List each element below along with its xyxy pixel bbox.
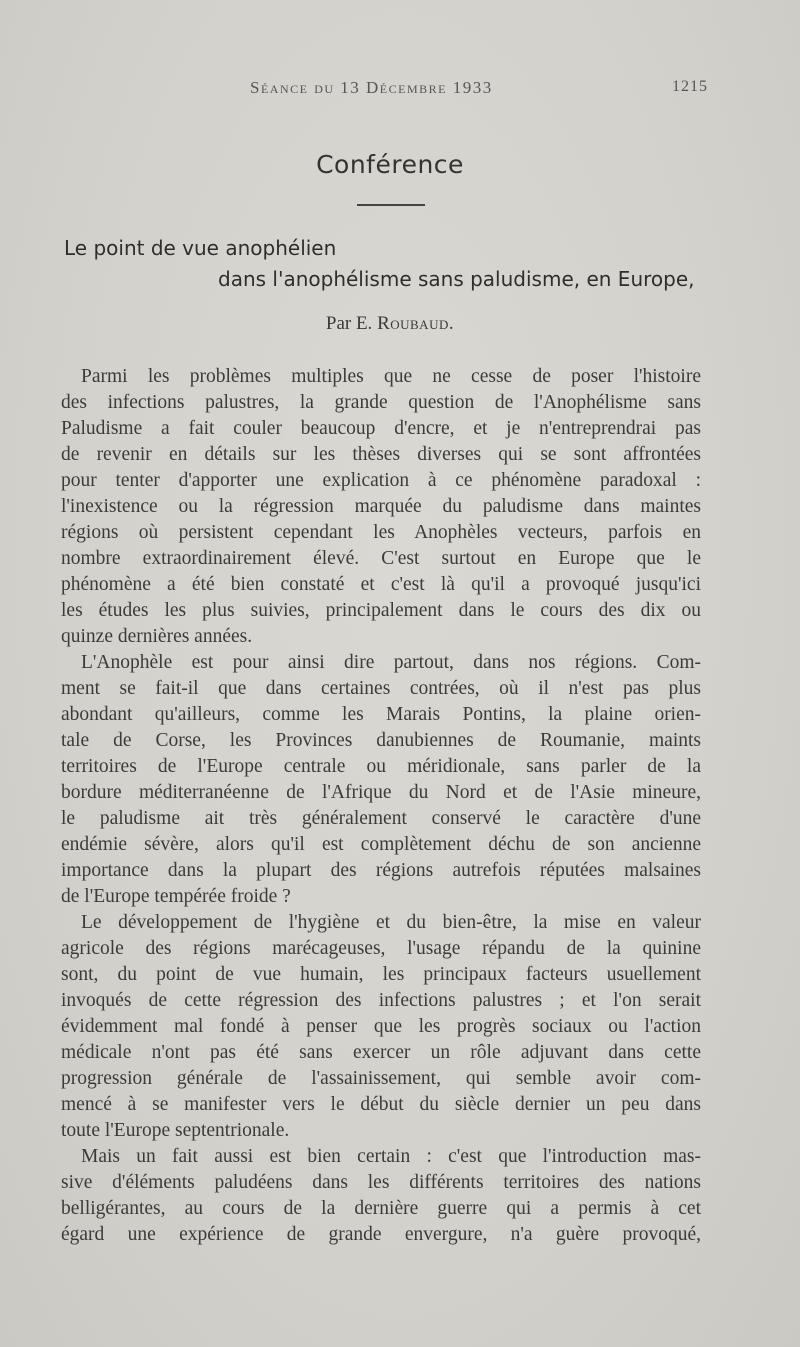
body-line: belligérantes, au cours de la dernière guerre qui a permis à cet (61, 1198, 701, 1219)
body-line: mencé à se manifester vers le début du siècle dernier un peu dans (61, 1094, 701, 1115)
article-title-line-1: Le point de vue anophélien (64, 236, 337, 260)
body-line: Parmi les problèmes multiples que ne cesse de poser l'histoire (81, 366, 701, 387)
article-title-line-2: dans l'anophélisme sans paludisme, en Europe, (218, 267, 695, 291)
body-line: sont, du point de vue humain, les principaux facteurs usuellement (61, 964, 701, 985)
body-line: endémie sévère, alors qu'il est complètement déchu de son ancienne (61, 834, 701, 855)
body-line: les études les plus suivies, principalement dans le cours des dix ou (61, 600, 701, 621)
body-line: le paludisme ait très généralement conservé le caractère d'une (61, 808, 701, 829)
body-line: abondant qu'ailleurs, comme les Marais Pontins, la plaine orien- (61, 704, 701, 725)
byline-prefix: Par E. (325, 313, 373, 334)
body-line: progression générale de l'assainissement, qui semble avoir com- (61, 1068, 701, 1089)
body-line: invoqués de cette régression des infections palustres ; et l'on serait (61, 990, 701, 1011)
body-line: l'inexistence ou la régression marquée du paludisme dans maintes (61, 496, 701, 517)
byline-author: Roubaud. (377, 313, 455, 334)
body-line: bordure méditerranéenne de l'Afrique du Nord et de l'Asie mineure, (61, 782, 701, 803)
page-number: 1215 (672, 78, 708, 95)
body-line: évidemment mal fondé à penser que les progrès sociaux ou l'action (61, 1016, 701, 1037)
body-line: toute l'Europe septentrionale. (61, 1120, 290, 1141)
body-line: nombre extraordinairement élevé. C'est surtout en Europe que le (61, 548, 701, 569)
body-line: sive d'éléments paludéens dans les différents territoires des nations (61, 1172, 701, 1193)
body-line: des infections palustres, la grande question de l'Anophélisme sans (61, 392, 701, 413)
body-line: Paludisme a fait couler beaucoup d'encre, et je n'entreprendrai pas (61, 418, 701, 439)
body-line: tale de Corse, les Provinces danubiennes de Roumanie, maints (61, 730, 701, 751)
body-line: de revenir en détails sur les thèses diverses qui se sont affrontées (61, 444, 701, 465)
body-line: ment se fait-il que dans certaines contrées, où il n'est pas plus (61, 678, 701, 699)
body-line: pour tenter d'apporter une explication à ce phénomène paradoxal : (61, 470, 701, 491)
body-line: importance dans la plupart des régions autrefois réputées malsaines (61, 860, 701, 881)
body-line: quinze dernières années. (61, 626, 253, 647)
body-line: territoires de l'Europe centrale ou méridionale, sans parler de la (61, 756, 701, 777)
body-line: de l'Europe tempérée froide ? (61, 886, 291, 907)
body-line: Le développement de l'hygiène et du bien-être, la mise en valeur (81, 912, 701, 933)
body-line: égard une expérience de grande envergure, n'a guère provoqué, (61, 1224, 701, 1245)
body-line: médicale n'ont pas été sans exercer un rôle adjuvant dans cette (61, 1042, 701, 1063)
body-text (61, 364, 701, 1248)
section-title: Conférence (316, 150, 464, 179)
body-line: régions où persistent cependant les Anophèles vecteurs, parfois en (61, 522, 701, 543)
running-head (0, 78, 800, 102)
body-line: phénomène a été bien constaté et c'est là qu'il a provoqué jusqu'ici (61, 574, 701, 595)
running-head-title: Séance du 13 Décembre 1933 (250, 78, 493, 97)
author-byline (0, 313, 780, 335)
body-line: agricole des régions marécageuses, l'usage répandu de la quinine (61, 938, 701, 959)
body-line: L'Anophèle est pour ainsi dire partout, dans nos régions. Com- (81, 652, 701, 673)
body-line: Mais un fait aussi est bien certain : c'est que l'introduction mas- (81, 1146, 701, 1167)
title-divider (357, 204, 425, 206)
